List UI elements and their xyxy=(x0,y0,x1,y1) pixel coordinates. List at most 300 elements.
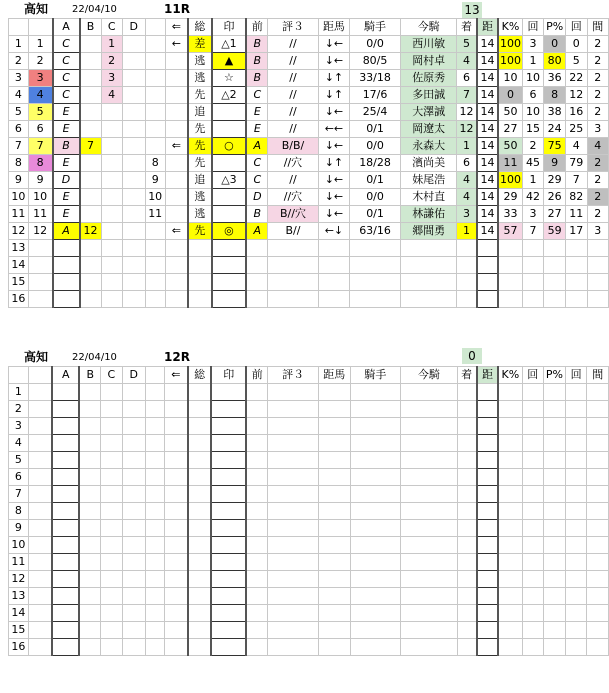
rating xyxy=(268,605,319,622)
distance-horse: ↓← xyxy=(318,206,349,223)
class-d xyxy=(122,121,145,138)
overall xyxy=(188,486,211,503)
class-d xyxy=(122,138,145,155)
table-row xyxy=(9,138,609,155)
jockey: 濱尚美 xyxy=(400,155,457,172)
k-pct xyxy=(498,554,522,571)
p-count: 0 xyxy=(566,36,588,53)
class-a xyxy=(52,435,79,452)
prev xyxy=(246,639,268,656)
p-pct: 36 xyxy=(544,70,566,87)
header-cell: K% xyxy=(498,367,522,384)
arrow xyxy=(165,155,188,172)
class-a xyxy=(52,605,79,622)
jockey xyxy=(401,486,457,503)
prev: B xyxy=(246,70,267,87)
header-cell: D xyxy=(122,367,145,384)
class-b xyxy=(80,274,102,291)
p-pct: 75 xyxy=(544,138,566,155)
k-count: 10 xyxy=(522,104,544,121)
class-a: D xyxy=(53,172,80,189)
distance: 14 xyxy=(477,36,499,53)
distance-horse: ↓← xyxy=(318,138,349,155)
arrow xyxy=(164,571,187,588)
distance-horse: ↓↑ xyxy=(318,70,349,87)
table-row xyxy=(9,223,609,240)
arrow xyxy=(165,206,188,223)
interval xyxy=(587,554,609,571)
runner-count: 13 xyxy=(462,2,482,18)
jockey xyxy=(401,384,457,401)
jockey xyxy=(401,469,457,486)
distance-horse: ↓← xyxy=(318,172,349,189)
finish xyxy=(457,384,477,401)
extra-num xyxy=(145,588,164,605)
gate-number xyxy=(28,503,52,520)
rating: // xyxy=(268,36,318,53)
finish xyxy=(457,639,477,656)
interval: 2 xyxy=(587,70,608,87)
class-c xyxy=(101,639,122,656)
class-b xyxy=(79,520,100,537)
class-c xyxy=(101,257,122,274)
overall xyxy=(188,291,211,308)
jockey-record: 80/5 xyxy=(350,53,401,70)
jockey-record xyxy=(350,418,401,435)
class-b xyxy=(79,384,100,401)
table-row xyxy=(9,588,609,605)
row-number: 16 xyxy=(9,291,29,308)
overall xyxy=(188,452,211,469)
class-d xyxy=(122,70,145,87)
arrow xyxy=(164,622,187,639)
distance xyxy=(477,452,499,469)
table-row xyxy=(9,121,609,138)
venue-label: 高知 xyxy=(24,350,49,364)
extra-num xyxy=(145,70,165,87)
header-cell: 距馬 xyxy=(318,367,350,384)
interval xyxy=(587,639,609,656)
distance-horse xyxy=(318,240,349,257)
gate-number: 9 xyxy=(28,172,52,189)
mark xyxy=(211,537,246,554)
jockey: 佐原秀 xyxy=(400,70,457,87)
header-cell: ⇐ xyxy=(164,367,187,384)
class-b xyxy=(79,605,100,622)
prev xyxy=(246,571,268,588)
k-pct xyxy=(498,503,522,520)
header-cell: 距馬 xyxy=(318,19,349,36)
distance-horse xyxy=(318,418,350,435)
table-row xyxy=(9,537,609,554)
extra-num xyxy=(145,274,165,291)
finish: 6 xyxy=(457,155,477,172)
jockey-record xyxy=(350,622,401,639)
table-row xyxy=(9,622,609,639)
class-c xyxy=(101,291,122,308)
p-count xyxy=(566,257,588,274)
distance xyxy=(477,486,499,503)
row-number: 1 xyxy=(9,384,29,401)
rating: B/B/ xyxy=(268,138,318,155)
row-number: 11 xyxy=(9,554,29,571)
jockey: 西川敏 xyxy=(400,36,457,53)
extra-num xyxy=(145,520,164,537)
k-pct xyxy=(498,257,522,274)
jockey-record xyxy=(350,435,401,452)
k-count xyxy=(522,571,544,588)
class-b xyxy=(80,206,102,223)
distance-horse xyxy=(318,503,350,520)
distance: 14 xyxy=(477,172,499,189)
distance-horse xyxy=(318,401,350,418)
jockey-record xyxy=(350,503,401,520)
prev: B xyxy=(246,206,267,223)
finish xyxy=(457,452,477,469)
jockey-record xyxy=(350,588,401,605)
k-pct: 0 xyxy=(498,87,522,104)
jockey-record xyxy=(350,486,401,503)
distance xyxy=(477,639,499,656)
mark xyxy=(211,401,246,418)
class-c xyxy=(101,418,122,435)
class-c xyxy=(101,605,122,622)
k-pct xyxy=(498,418,522,435)
distance: 14 xyxy=(477,223,499,240)
interval: 3 xyxy=(587,121,608,138)
prev: E xyxy=(246,121,267,138)
overall: 追 xyxy=(188,172,211,189)
interval: 3 xyxy=(587,223,608,240)
class-a xyxy=(52,639,79,656)
row-number: 12 xyxy=(9,571,29,588)
jockey: 岡村卓 xyxy=(400,53,457,70)
p-pct: 59 xyxy=(544,223,566,240)
p-pct xyxy=(544,571,566,588)
p-pct xyxy=(544,452,566,469)
header-cell: 着 xyxy=(457,19,477,36)
distance-horse xyxy=(318,622,350,639)
header-cell: 回 xyxy=(566,19,588,36)
p-pct: 27 xyxy=(544,206,566,223)
class-b xyxy=(80,87,102,104)
p-pct xyxy=(544,486,566,503)
jockey-record xyxy=(350,401,401,418)
finish: 4 xyxy=(457,172,477,189)
arrow xyxy=(165,70,188,87)
interval xyxy=(587,384,609,401)
row-number: 5 xyxy=(9,104,29,121)
gate-number xyxy=(28,384,52,401)
row-number: 2 xyxy=(9,401,29,418)
distance: 14 xyxy=(477,138,499,155)
gate-number xyxy=(28,486,52,503)
extra-num xyxy=(145,257,165,274)
class-b xyxy=(79,571,100,588)
interval xyxy=(587,605,609,622)
class-b xyxy=(79,486,100,503)
row-number: 9 xyxy=(9,172,29,189)
finish: 12 xyxy=(457,104,477,121)
class-b xyxy=(80,257,102,274)
jockey: 多田誠 xyxy=(400,87,457,104)
p-count: 16 xyxy=(566,104,588,121)
arrow xyxy=(165,274,188,291)
p-pct xyxy=(544,639,566,656)
class-b xyxy=(79,435,100,452)
interval: 2 xyxy=(587,53,608,70)
gate-number xyxy=(28,257,52,274)
row-number: 7 xyxy=(9,138,29,155)
distance-horse xyxy=(318,537,350,554)
row-number: 16 xyxy=(9,639,29,656)
p-count: 25 xyxy=(566,121,588,138)
jockey-record: 0/0 xyxy=(350,36,401,53)
class-d xyxy=(122,240,145,257)
row-number: 8 xyxy=(9,155,29,172)
k-pct: 100 xyxy=(498,172,522,189)
arrow xyxy=(165,172,188,189)
p-pct: 29 xyxy=(544,172,566,189)
jockey xyxy=(401,401,457,418)
class-a xyxy=(53,240,80,257)
class-d xyxy=(122,104,145,121)
gate-number xyxy=(28,240,52,257)
class-c xyxy=(101,520,122,537)
rating: //穴 xyxy=(268,189,318,206)
row-number: 1 xyxy=(9,36,29,53)
table-row xyxy=(9,291,609,308)
class-b xyxy=(79,469,100,486)
row-number: 14 xyxy=(9,605,29,622)
race-number: 11R xyxy=(164,2,190,16)
distance xyxy=(477,257,499,274)
mark: △1 xyxy=(212,36,247,53)
class-a xyxy=(53,274,80,291)
mark: ☆ xyxy=(212,70,247,87)
row-number: 14 xyxy=(9,257,29,274)
class-d xyxy=(122,155,145,172)
class-d xyxy=(122,622,145,639)
extra-num xyxy=(145,138,165,155)
p-pct xyxy=(544,554,566,571)
jockey: 岡遼太 xyxy=(400,121,457,138)
arrow xyxy=(165,257,188,274)
header-cell: 回 xyxy=(522,367,544,384)
class-a xyxy=(52,384,79,401)
prev: B xyxy=(246,36,267,53)
header-cell: 騎手 xyxy=(350,19,401,36)
jockey xyxy=(401,452,457,469)
mark xyxy=(212,189,247,206)
jockey-record: 0/0 xyxy=(350,138,401,155)
class-b xyxy=(79,401,100,418)
p-count xyxy=(565,588,587,605)
extra-num xyxy=(145,384,164,401)
header-cell xyxy=(145,367,164,384)
jockey: 林謙佑 xyxy=(400,206,457,223)
header-cell: 印 xyxy=(211,367,246,384)
class-a: E xyxy=(53,189,80,206)
class-c xyxy=(101,469,122,486)
k-pct: 57 xyxy=(498,223,522,240)
p-count xyxy=(565,384,587,401)
extra-num xyxy=(145,223,165,240)
header-row xyxy=(9,367,609,384)
distance-horse xyxy=(318,274,349,291)
gate-number xyxy=(28,401,52,418)
arrow: ⇐ xyxy=(165,223,188,240)
class-c xyxy=(101,503,122,520)
k-pct xyxy=(498,435,522,452)
p-count xyxy=(566,240,588,257)
jockey xyxy=(401,435,457,452)
overall: 先 xyxy=(188,223,211,240)
distance-horse xyxy=(318,486,350,503)
extra-num xyxy=(145,469,164,486)
interval: 2 xyxy=(587,206,608,223)
extra-num: 9 xyxy=(145,172,165,189)
arrow xyxy=(164,384,187,401)
p-count: 7 xyxy=(566,172,588,189)
finish xyxy=(457,274,477,291)
jockey-record xyxy=(350,452,401,469)
finish xyxy=(457,469,477,486)
distance xyxy=(477,401,499,418)
gate-number xyxy=(28,418,52,435)
distance: 14 xyxy=(477,206,499,223)
arrow xyxy=(164,401,187,418)
class-b xyxy=(79,452,100,469)
class-b xyxy=(79,503,100,520)
finish xyxy=(457,605,477,622)
header-cell: 印 xyxy=(212,19,247,36)
table-row xyxy=(9,189,609,206)
class-b: 7 xyxy=(80,138,102,155)
class-a xyxy=(52,537,79,554)
row-number: 3 xyxy=(9,70,29,87)
mark xyxy=(212,240,247,257)
distance-horse xyxy=(318,452,350,469)
class-c xyxy=(101,104,122,121)
class-b xyxy=(80,70,102,87)
extra-num xyxy=(145,291,165,308)
class-c xyxy=(101,274,122,291)
extra-num xyxy=(145,401,164,418)
race-number: 12R xyxy=(164,350,190,364)
overall xyxy=(188,418,211,435)
extra-num xyxy=(145,435,164,452)
interval xyxy=(587,418,609,435)
arrow xyxy=(164,554,187,571)
jockey-record xyxy=(350,605,401,622)
k-count xyxy=(522,452,544,469)
class-b xyxy=(79,537,100,554)
rating xyxy=(268,257,318,274)
class-a xyxy=(52,571,79,588)
prev: E xyxy=(246,104,267,121)
class-c: 3 xyxy=(101,70,122,87)
k-pct: 10 xyxy=(498,70,522,87)
header-cell: 今騎 xyxy=(400,19,457,36)
k-count xyxy=(522,240,544,257)
row-number: 8 xyxy=(9,503,29,520)
interval: 2 xyxy=(587,172,608,189)
k-pct xyxy=(498,639,522,656)
distance xyxy=(477,435,499,452)
prev xyxy=(246,554,268,571)
header-cell: P% xyxy=(544,19,566,36)
overall xyxy=(188,571,211,588)
finish xyxy=(457,571,477,588)
distance xyxy=(477,274,499,291)
jockey xyxy=(400,240,457,257)
header-cell xyxy=(28,367,52,384)
p-count xyxy=(565,639,587,656)
row-number: 11 xyxy=(9,206,29,223)
interval xyxy=(587,503,609,520)
arrow xyxy=(165,87,188,104)
overall: 逃 xyxy=(188,70,211,87)
distance xyxy=(477,291,499,308)
distance: 14 xyxy=(477,87,499,104)
jockey xyxy=(401,622,457,639)
distance xyxy=(477,520,499,537)
row-number: 5 xyxy=(9,452,29,469)
p-count: 22 xyxy=(566,70,588,87)
distance-horse xyxy=(318,639,350,656)
p-count: 11 xyxy=(566,206,588,223)
class-b xyxy=(79,622,100,639)
prev xyxy=(246,588,268,605)
prev xyxy=(246,520,268,537)
jockey-record: 0/1 xyxy=(350,172,401,189)
distance: 14 xyxy=(477,104,499,121)
class-c xyxy=(101,223,122,240)
mark: ▲ xyxy=(212,53,247,70)
jockey xyxy=(400,257,457,274)
k-count xyxy=(522,503,544,520)
rating xyxy=(268,418,319,435)
p-count: 12 xyxy=(566,87,588,104)
overall xyxy=(188,435,211,452)
overall: 追 xyxy=(188,104,211,121)
extra-num: 10 xyxy=(145,189,165,206)
class-c xyxy=(101,622,122,639)
rating: // xyxy=(268,87,318,104)
gate-number: 10 xyxy=(28,189,52,206)
class-c xyxy=(101,588,122,605)
table-row xyxy=(9,206,609,223)
mark xyxy=(211,418,246,435)
mark xyxy=(211,605,246,622)
class-a xyxy=(52,418,79,435)
mark xyxy=(211,588,246,605)
p-pct xyxy=(544,291,566,308)
class-d xyxy=(122,639,145,656)
rating xyxy=(268,639,319,656)
header-cell: 評３ xyxy=(268,19,318,36)
p-count xyxy=(565,622,587,639)
class-d xyxy=(122,401,145,418)
overall: 逃 xyxy=(188,206,211,223)
header-cell xyxy=(28,19,52,36)
overall: 先 xyxy=(188,155,211,172)
class-d xyxy=(122,291,145,308)
extra-num xyxy=(145,571,164,588)
prev xyxy=(246,537,268,554)
distance-horse: ←↓ xyxy=(318,223,349,240)
